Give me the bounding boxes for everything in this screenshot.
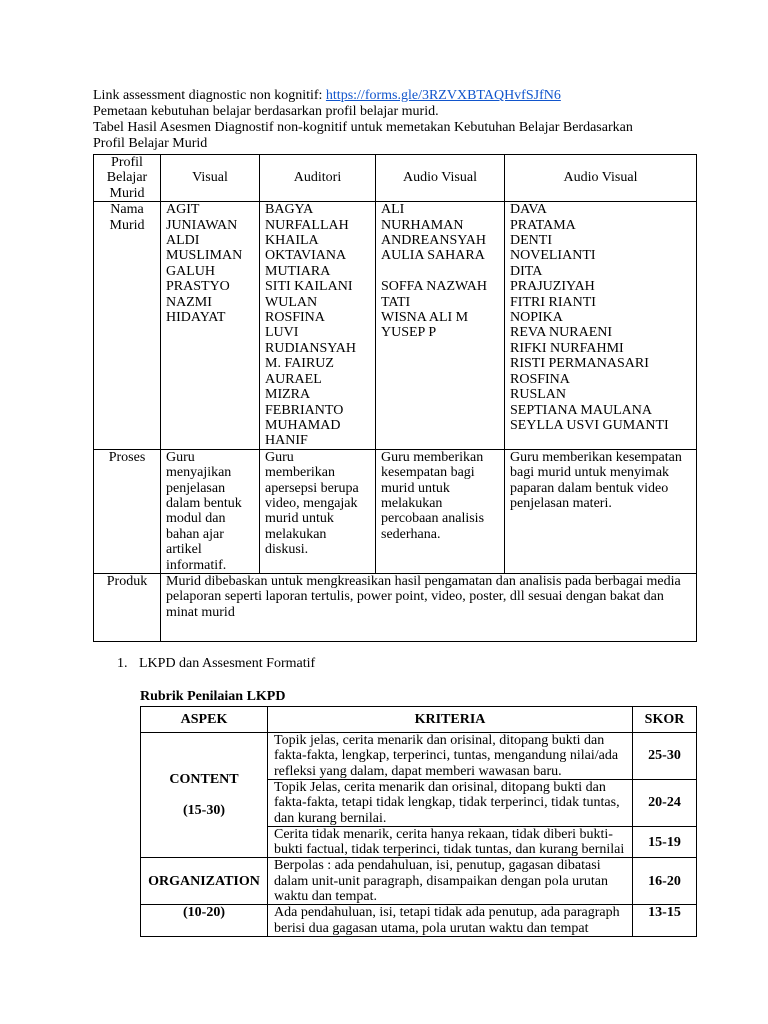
cell-line: KHAILA [265,233,319,249]
header-score: SKOR [633,707,697,733]
cell-line: OKTAVIANA [265,248,347,264]
cell-line: murid untuk [381,480,450,496]
aspect-content-range: (15-30) [183,802,225,818]
intro-line: Pemetaan kebutuhan belajar berdasarkan profil belajar murid. [93,104,439,119]
cell-line: SITI KAILANI [265,279,353,295]
cell-line: artikel [166,542,202,558]
score-cell: 25-30 [633,733,697,780]
cell-line: AURAEL [265,371,322,387]
cell-line: WISNA ALI M [381,310,469,326]
column-header-audio-visual: Audio Visual [376,155,505,202]
cell-line: BAGYA [265,202,314,218]
cell-line: Ada pendahuluan, isi, tetapi tidak ada penutup, ada paragraph [274,905,620,921]
cell-line: waktu dan tempat. [274,889,378,905]
cell-line: TATI [381,294,411,310]
criteria-cell [268,858,633,905]
cell-line: HIDAYAT [166,310,226,326]
cell-line: NURFALLAH [265,217,349,233]
cell-line: video, mengajak [265,495,358,511]
list-number: 1. [117,656,128,671]
cell-line: memberikan [265,465,335,481]
column-header-visual: Visual [161,155,260,202]
cell-line: MUSLIMAN [166,248,243,264]
names-row [94,202,697,450]
cell-line: FEBRIANTO [265,402,344,418]
header-aspect: ASPEK [141,707,268,733]
cell-line: HANIF [265,433,308,449]
cell-line: Topik jelas, cerita menarik dan orisinal, ditopang bukti dan [274,733,605,748]
corner-header-line: Profil [111,155,143,170]
product-row [94,573,697,641]
cell-line: SEPTIANA MAULANA [510,402,652,418]
cell-line: murid untuk [265,511,334,527]
assessment-link[interactable]: https://forms.gle/3RZVXBTAQHvfSJfN6 [325,88,561,103]
product-label-cell: Produk [94,573,161,641]
cell-line: bagi murid untuk menyimak [510,465,670,481]
score-cell: 13-15 [633,905,697,937]
process-row [94,449,697,573]
cell-line: RIFKI NURFAHMI [510,340,624,356]
cell-line: Guru [265,449,294,465]
cell-line: NAZMI [166,294,212,310]
cell-line: apersepsi berupa [265,480,359,496]
cell-line: MIZRA [265,387,311,403]
cell-line: ANDREANSYAH [381,233,487,249]
rubric-row [141,733,697,780]
aspect-content-cell [141,733,268,858]
names-visual-cell [161,202,260,450]
cell-line: dalam bentuk [166,495,242,511]
table-caption-line-2: Profil Belajar Murid [93,136,208,151]
cell-line: JUNIAWAN [166,217,238,233]
cell-line: penjelasan materi. [510,495,612,511]
score-cell: 16-20 [633,858,697,905]
cell-line: LUVI [265,325,299,341]
column-header-audio-visual-2: Audio Visual [505,155,697,202]
cell-line: Cerita tidak menarik, cerita hanya rekaan, tidak diberi bukti- [274,826,613,842]
profile-table [93,154,697,642]
cell-line: DAVA [510,202,547,218]
process-label-cell: Proses [94,449,161,573]
cell-line: Topik Jelas, cerita menarik dan orisinal, ditopang bukti dan [274,780,606,795]
cell-line: WULAN [265,294,318,310]
cell-line: DITA [510,263,543,279]
cell-line: diskusi. [265,542,309,558]
criteria-cell [268,905,633,937]
table-caption-line-1: Tabel Hasil Asesmen Diagnostif non-kognitif untuk memetakan Kebutuhan Belajar Berdasarkan [93,120,633,135]
cell-line: Guru [166,449,195,465]
rubric-header-row [141,707,697,733]
cell-line: Guru memberikan kesempatan [510,449,682,465]
aspect-organization-cell: ORGANIZATION [141,858,268,905]
names-auditori-cell [260,202,376,450]
cell-line: informatif. [166,557,227,573]
process-audio-visual-2-cell [505,449,697,573]
column-header-auditori: Auditori [260,155,376,202]
cell-line: RISTI PERMANASARI [510,356,649,372]
cell-line: melakukan [381,495,443,511]
cell-line: penjelasan [166,480,226,496]
corner-header-line: Murid [109,185,145,201]
cell-line: PRATAMA [510,217,576,233]
cell-line: refleksi yang dalam, dapat memberi wawasan baru. [274,763,562,779]
cell-line: minat murid [166,604,235,620]
header-criteria: KRITERIA [268,707,633,733]
names-label-cell [94,202,161,450]
criteria-cell [268,780,633,827]
cell-line: YUSEP P [381,325,437,341]
criteria-cell [268,733,633,780]
cell-line: AULIA SAHARA [381,248,485,264]
cell-line: NURHAMAN [381,217,464,233]
list-text: LKPD dan Assesment Formatif [139,656,316,671]
cell-line: sederhana. [381,526,441,542]
cell-line: menyajikan [166,465,232,481]
cell-line [381,264,499,279]
profile-header-row [94,155,697,202]
cell-line: bahan ajar [166,526,224,542]
process-audio-visual-cell [376,449,505,573]
cell-line: pelaporan seperti laporan tertulis, power point, video, poster, dll sesuai dengan bakat dan [166,589,664,605]
cell-line: melakukan [265,526,327,542]
cell-line: percobaan analisis [381,511,485,527]
cell-line: kesempatan bagi [381,465,475,481]
cell-line: GALUH [166,263,215,279]
names-audio-visual-cell [376,202,505,450]
link-prefix: Link assessment diagnostic non kognitif: [93,88,326,103]
cell-line: AGIT [166,202,200,218]
cell-line: MUTIARA [265,263,331,279]
cell-line: fakta-fakta, lengkap, terperinci, tuntas, mengandung nilai/ada [274,748,619,764]
cell-line: modul dan [166,511,226,527]
corner-header-cell [94,155,161,202]
cell-line: Guru memberikan [381,449,484,465]
rubric-title: Rubrik Penilaian LKPD [140,689,286,704]
rubric-row [141,858,697,905]
cell-line: SOFFA NAZWAH [381,279,487,295]
aspect-content-label: CONTENT [169,772,239,788]
corner-header-line: Belajar [106,170,148,186]
process-visual-cell [161,449,260,573]
product-cell [161,573,697,641]
aspect-organization-range-cell: (10-20) [141,905,268,937]
cell-line: ALDI [166,233,200,249]
cell-line: bukti factual, tidak terperinci, tidak tuntas, dan kurang bernilai [274,842,625,858]
cell-line: NOPIKA [510,310,563,326]
names-label-line: Nama [110,202,144,218]
cell-line: Berpolas : ada pendahuluan, isi, penutup, gagasan dibatasi [274,858,601,874]
cell-line: Murid dibebaskan untuk mengkreasikan hasil pengamatan dan analisis pada berbagai media [166,573,681,589]
cell-line: FITRI RIANTI [510,294,596,310]
cell-line: SEYLLA USVI GUMANTI [510,417,669,433]
score-cell: 15-19 [633,826,697,858]
names-audio-visual-2-cell [505,202,697,450]
cell-line: RUSLAN [510,387,567,403]
cell-line: MUHAMAD [265,417,341,433]
cell-line: dan kurang bernilai. [274,810,387,826]
criteria-cell [268,826,633,858]
cell-line: ALI [381,202,405,218]
score-cell: 20-24 [633,780,697,827]
cell-line: PRASTYO [166,279,230,295]
cell-line: DENTI [510,233,552,249]
names-label-line: Murid [109,217,145,233]
cell-line: REVA NURAENI [510,325,613,341]
cell-line: RUDIANSYAH [265,340,357,356]
link-line [93,88,561,104]
cell-line: dalam unit-unit paragraph, disampaikan dengan pola urutan [274,873,608,889]
process-auditori-cell [260,449,376,573]
cell-line: M. FAIRUZ [265,356,334,372]
rubric-row [141,905,697,937]
cell-line: ROSFINA [265,310,325,326]
cell-line: NOVELIANTI [510,248,596,264]
cell-line: paparan dalam bentuk video [510,480,669,496]
cell-line: ROSFINA [510,371,570,387]
cell-line: fakta-fakta, tetapi tidak lengkap, tidak terperinci, tidak tuntas, [274,795,620,811]
cell-line: berisi dua gagasan utama, pola urutan waktu dan tempat [274,920,589,936]
rubric-table [140,706,697,937]
cell-line: PRAJUZIYAH [510,279,595,295]
